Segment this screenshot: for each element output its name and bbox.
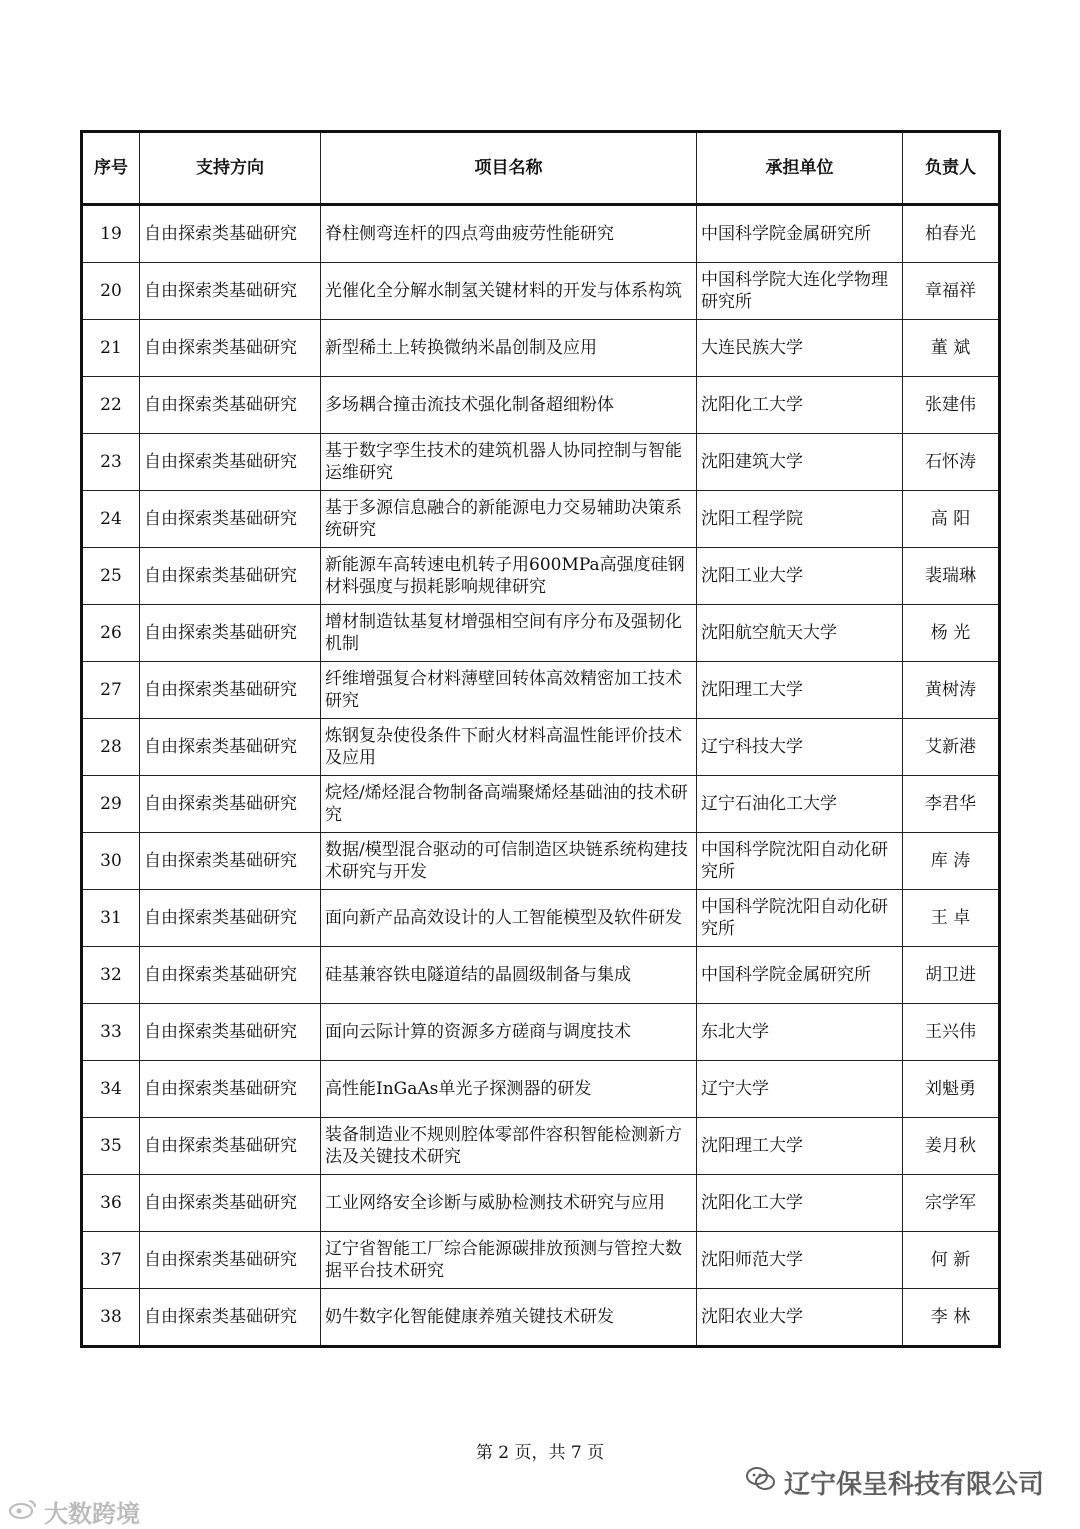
page-number: 第 2 页，共 7 页 xyxy=(475,1443,605,1463)
cell-project-name: 硅基兼容铁电隧道结的晶圆级制备与集成 xyxy=(321,947,697,1004)
cell-no: 19 xyxy=(82,205,140,263)
cell-no: 29 xyxy=(82,776,140,833)
cell-person: 石怀涛 xyxy=(903,434,1000,491)
wechat-icon xyxy=(746,1466,776,1499)
watermark-source-text: 大数跨境 xyxy=(44,1500,140,1528)
cell-unit: 沈阳建筑大学 xyxy=(697,434,903,491)
cell-project-name: 纤维增强复合材料薄壁回转体高效精密加工技术研究 xyxy=(321,662,697,719)
cell-person: 胡卫进 xyxy=(903,947,1000,1004)
cell-direction: 自由探索类基础研究 xyxy=(140,1004,321,1061)
cell-unit: 中国科学院沈阳自动化研究所 xyxy=(697,833,903,890)
cell-unit: 沈阳工业大学 xyxy=(697,548,903,605)
cell-direction: 自由探索类基础研究 xyxy=(140,890,321,947)
cell-unit: 沈阳工程学院 xyxy=(697,491,903,548)
cell-no: 31 xyxy=(82,890,140,947)
cell-unit: 大连民族大学 xyxy=(697,320,903,377)
cell-project-name: 工业网络安全诊断与威胁检测技术研究与应用 xyxy=(321,1175,697,1232)
cell-person: 柏春光 xyxy=(903,205,1000,263)
cell-no: 34 xyxy=(82,1061,140,1118)
weibo-icon xyxy=(8,1498,38,1526)
cell-person: 张建伟 xyxy=(903,377,1000,434)
cell-project-name: 增材制造钛基复材增强相空间有序分布及强韧化机制 xyxy=(321,605,697,662)
cell-unit: 辽宁科技大学 xyxy=(697,719,903,776)
cell-person: 李君华 xyxy=(903,776,1000,833)
cell-no: 25 xyxy=(82,548,140,605)
cell-unit: 中国科学院金属研究所 xyxy=(697,205,903,263)
cell-direction: 自由探索类基础研究 xyxy=(140,1061,321,1118)
header-no: 序号 xyxy=(82,132,140,205)
cell-direction: 自由探索类基础研究 xyxy=(140,833,321,890)
cell-person: 李 林 xyxy=(903,1289,1000,1347)
cell-no: 22 xyxy=(82,377,140,434)
cell-project-name: 数据/模型混合驱动的可信制造区块链系统构建技术研究与开发 xyxy=(321,833,697,890)
watermark-company xyxy=(746,1464,1044,1501)
header-direction: 支持方向 xyxy=(140,132,321,205)
cell-no: 33 xyxy=(82,1004,140,1061)
table-row xyxy=(82,491,1000,548)
cell-project-name: 脊柱侧弯连杆的四点弯曲疲劳性能研究 xyxy=(321,205,697,263)
cell-unit: 沈阳航空航天大学 xyxy=(697,605,903,662)
cell-direction: 自由探索类基础研究 xyxy=(140,1289,321,1347)
table-row xyxy=(82,1004,1000,1061)
cell-direction: 自由探索类基础研究 xyxy=(140,1232,321,1289)
cell-direction: 自由探索类基础研究 xyxy=(140,662,321,719)
cell-unit: 辽宁石油化工大学 xyxy=(697,776,903,833)
cell-unit: 沈阳师范大学 xyxy=(697,1232,903,1289)
cell-person: 杨 光 xyxy=(903,605,1000,662)
cell-person: 王 卓 xyxy=(903,890,1000,947)
cell-person: 刘魁勇 xyxy=(903,1061,1000,1118)
cell-direction: 自由探索类基础研究 xyxy=(140,776,321,833)
cell-person: 高 阳 xyxy=(903,491,1000,548)
cell-project-name: 光催化全分解水制氢关键材料的开发与体系构筑 xyxy=(321,263,697,320)
cell-direction: 自由探索类基础研究 xyxy=(140,605,321,662)
table-row xyxy=(82,719,1000,776)
cell-unit: 中国科学院沈阳自动化研究所 xyxy=(697,890,903,947)
cell-person: 黄树涛 xyxy=(903,662,1000,719)
cell-no: 24 xyxy=(82,491,140,548)
cell-direction: 自由探索类基础研究 xyxy=(140,548,321,605)
cell-no: 20 xyxy=(82,263,140,320)
header-person: 负责人 xyxy=(903,132,1000,205)
cell-direction: 自由探索类基础研究 xyxy=(140,491,321,548)
cell-person: 董 斌 xyxy=(903,320,1000,377)
cell-person: 章福祥 xyxy=(903,263,1000,320)
cell-no: 21 xyxy=(82,320,140,377)
cell-direction: 自由探索类基础研究 xyxy=(140,719,321,776)
table-row xyxy=(82,833,1000,890)
cell-direction: 自由探索类基础研究 xyxy=(140,205,321,263)
cell-unit: 中国科学院大连化学物理研究所 xyxy=(697,263,903,320)
cell-direction: 自由探索类基础研究 xyxy=(140,1118,321,1175)
cell-no: 26 xyxy=(82,605,140,662)
cell-project-name: 多场耦合撞击流技术强化制备超细粉体 xyxy=(321,377,697,434)
table-row xyxy=(82,263,1000,320)
cell-person: 宗学军 xyxy=(903,1175,1000,1232)
cell-project-name: 面向云际计算的资源多方磋商与调度技术 xyxy=(321,1004,697,1061)
cell-unit: 辽宁大学 xyxy=(697,1061,903,1118)
table-row xyxy=(82,548,1000,605)
cell-no: 32 xyxy=(82,947,140,1004)
cell-person: 艾新港 xyxy=(903,719,1000,776)
cell-person: 王兴伟 xyxy=(903,1004,1000,1061)
cell-no: 35 xyxy=(82,1118,140,1175)
cell-no: 30 xyxy=(82,833,140,890)
table-row xyxy=(82,1118,1000,1175)
table-row xyxy=(82,377,1000,434)
cell-direction: 自由探索类基础研究 xyxy=(140,263,321,320)
cell-direction: 自由探索类基础研究 xyxy=(140,320,321,377)
cell-unit: 沈阳农业大学 xyxy=(697,1289,903,1347)
cell-unit: 沈阳化工大学 xyxy=(697,1175,903,1232)
table-row xyxy=(82,434,1000,491)
cell-unit: 东北大学 xyxy=(697,1004,903,1061)
cell-no: 38 xyxy=(82,1289,140,1347)
table-row xyxy=(82,1175,1000,1232)
table-row xyxy=(82,1232,1000,1289)
cell-project-name: 基于多源信息融合的新能源电力交易辅助决策系统研究 xyxy=(321,491,697,548)
cell-project-name: 辽宁省智能工厂综合能源碳排放预测与管控大数据平台技术研究 xyxy=(321,1232,697,1289)
table-row xyxy=(82,890,1000,947)
cell-no: 28 xyxy=(82,719,140,776)
table-row xyxy=(82,1289,1000,1347)
cell-unit: 沈阳理工大学 xyxy=(697,1118,903,1175)
table-row xyxy=(82,320,1000,377)
cell-person: 裴瑞琳 xyxy=(903,548,1000,605)
header-unit: 承担单位 xyxy=(697,132,903,205)
cell-direction: 自由探索类基础研究 xyxy=(140,947,321,1004)
table-row xyxy=(82,605,1000,662)
cell-project-name: 基于数字孪生技术的建筑机器人协同控制与智能运维研究 xyxy=(321,434,697,491)
cell-no: 27 xyxy=(82,662,140,719)
watermark-source xyxy=(8,1494,140,1529)
cell-project-name: 新能源车高转速电机转子用600MPa高强度硅钢材料强度与损耗影响规律研究 xyxy=(321,548,697,605)
table-header-row xyxy=(82,132,1000,205)
cell-person: 库 涛 xyxy=(903,833,1000,890)
cell-direction: 自由探索类基础研究 xyxy=(140,377,321,434)
cell-no: 37 xyxy=(82,1232,140,1289)
cell-project-name: 装备制造业不规则腔体零部件容积智能检测新方法及关键技术研究 xyxy=(321,1118,697,1175)
cell-project-name: 炼钢复杂使役条件下耐火材料高温性能评价技术及应用 xyxy=(321,719,697,776)
watermark-company-text: 辽宁保呈科技有限公司 xyxy=(783,1470,1044,1500)
table-row xyxy=(82,1061,1000,1118)
cell-direction: 自由探索类基础研究 xyxy=(140,434,321,491)
table-row xyxy=(82,662,1000,719)
table-row xyxy=(82,776,1000,833)
cell-project-name: 高性能InGaAs单光子探测器的研发 xyxy=(321,1061,697,1118)
cell-unit: 沈阳理工大学 xyxy=(697,662,903,719)
cell-project-name: 新型稀土上转换微纳米晶创制及应用 xyxy=(321,320,697,377)
cell-no: 36 xyxy=(82,1175,140,1232)
cell-project-name: 面向新产品高效设计的人工智能模型及软件研发 xyxy=(321,890,697,947)
cell-no: 23 xyxy=(82,434,140,491)
table-row xyxy=(82,947,1000,1004)
cell-person: 何 新 xyxy=(903,1232,1000,1289)
cell-project-name: 奶牛数字化智能健康养殖关键技术研发 xyxy=(321,1289,697,1347)
cell-direction: 自由探索类基础研究 xyxy=(140,1175,321,1232)
cell-unit: 中国科学院金属研究所 xyxy=(697,947,903,1004)
table-row xyxy=(82,205,1000,263)
header-name: 项目名称 xyxy=(321,132,697,205)
project-table xyxy=(80,130,1001,1348)
cell-person: 姜月秋 xyxy=(903,1118,1000,1175)
cell-unit: 沈阳化工大学 xyxy=(697,377,903,434)
cell-project-name: 烷烃/烯烃混合物制备高端聚烯烃基础油的技术研究 xyxy=(321,776,697,833)
